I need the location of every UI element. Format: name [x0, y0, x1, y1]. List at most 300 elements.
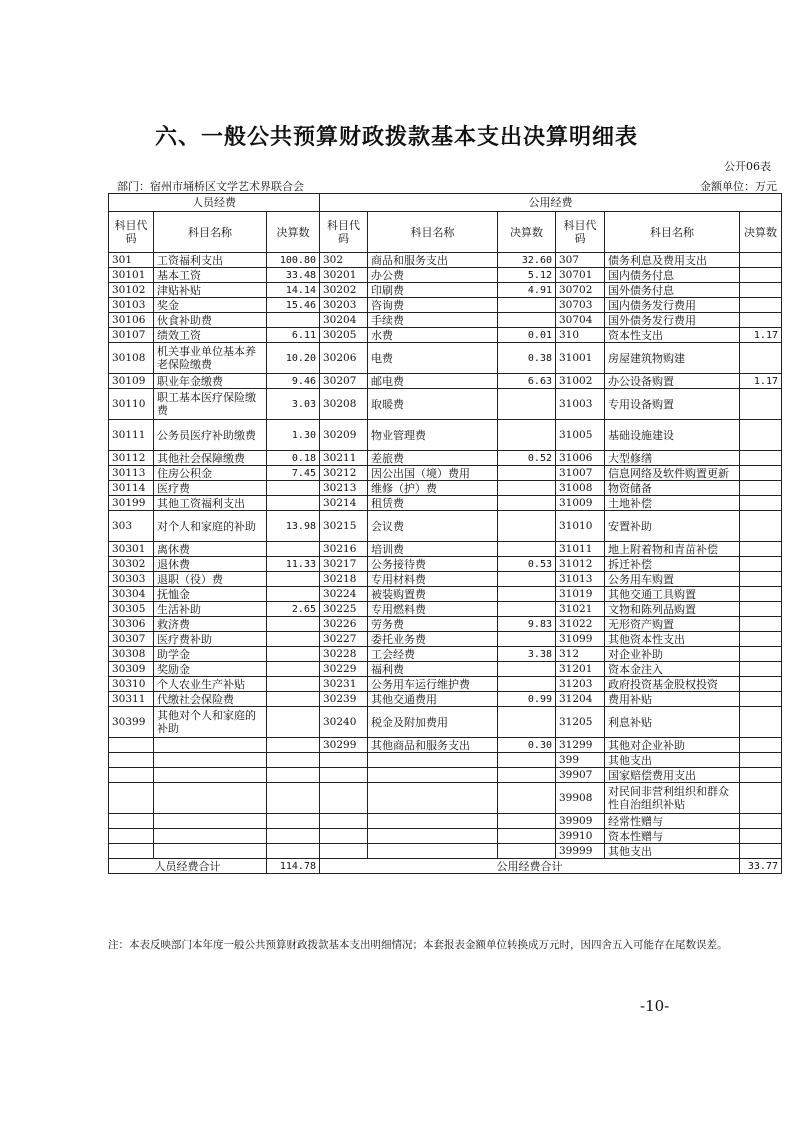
cell-code: 30207 [320, 374, 368, 389]
cell-code: 31006 [556, 451, 605, 466]
cell-code: 31008 [556, 481, 605, 496]
cell-code: 30204 [320, 313, 368, 328]
cell-code [320, 844, 368, 859]
cell-amount [498, 496, 556, 511]
department-label: 部门：宿州市埇桥区文学艺术界联合会 [117, 180, 304, 193]
table-row [109, 647, 782, 662]
cell-name: 会议费 [368, 511, 498, 542]
cell-amount: 0.99 [498, 692, 556, 707]
cell-code: 39999 [556, 844, 605, 859]
cell-amount [740, 647, 782, 662]
cell-amount [498, 707, 556, 738]
cell-code: 30109 [109, 374, 154, 389]
cell-name: 培训费 [368, 542, 498, 557]
cell-amount [740, 632, 782, 647]
cell-name [154, 753, 267, 768]
cell-name [154, 829, 267, 844]
table-row [109, 481, 782, 496]
cell-code: 30303 [109, 572, 154, 587]
cell-amount [740, 481, 782, 496]
cell-amount [740, 542, 782, 557]
cell-amount [740, 814, 782, 829]
cell-name: 福利费 [368, 662, 498, 677]
cell-code [109, 783, 154, 814]
cell-code: 31201 [556, 662, 605, 677]
cell-name: 其他交通费用 [368, 692, 498, 707]
cell-name: 医疗费 [154, 481, 267, 496]
cell-name: 公务员医疗补助缴费 [154, 420, 267, 451]
cell-code [109, 753, 154, 768]
cell-amount [740, 466, 782, 481]
cell-name [154, 814, 267, 829]
cell-code: 30704 [556, 313, 605, 328]
cell-amount [498, 572, 556, 587]
header-code: 科目代码 [320, 212, 368, 253]
table-row [109, 753, 782, 768]
cell-name: 对企业补助 [605, 647, 740, 662]
cell-code: 30202 [320, 283, 368, 298]
cell-code: 30211 [320, 451, 368, 466]
table-row [109, 677, 782, 692]
cell-code [109, 738, 154, 753]
cell-amount: 4.91 [498, 283, 556, 298]
cell-amount [498, 632, 556, 647]
cell-amount [740, 496, 782, 511]
cell-code: 30111 [109, 420, 154, 451]
cell-name: 邮电费 [368, 374, 498, 389]
cell-name: 安置补助 [605, 511, 740, 542]
table-row [109, 829, 782, 844]
cell-amount: 0.30 [498, 738, 556, 753]
cell-code [320, 783, 368, 814]
cell-code: 30299 [320, 738, 368, 753]
cell-code: 31021 [556, 602, 605, 617]
cell-name [368, 783, 498, 814]
cell-code: 30399 [109, 707, 154, 738]
public-total-label: 公用经费合计 [320, 859, 740, 874]
cell-name: 对民间非营利组织和群众性自治组织补贴 [605, 783, 740, 814]
table-row [109, 602, 782, 617]
cell-code: 31013 [556, 572, 605, 587]
cell-name: 职工基本医疗保险缴费 [154, 389, 267, 420]
cell-code: 307 [556, 253, 605, 268]
cell-name: 房屋建筑物购建 [605, 343, 740, 374]
cell-code: 30203 [320, 298, 368, 313]
section-personnel: 人员经费 [109, 194, 320, 212]
cell-name: 利息补贴 [605, 707, 740, 738]
cell-name: 物业管理费 [368, 420, 498, 451]
cell-amount [267, 738, 320, 753]
cell-name: 助学金 [154, 647, 267, 662]
cell-code: 303 [109, 511, 154, 542]
cell-name: 其他对企业补助 [605, 738, 740, 753]
cell-amount: 0.38 [498, 343, 556, 374]
cell-code [109, 829, 154, 844]
cell-amount [740, 557, 782, 572]
cell-amount [267, 496, 320, 511]
cell-name [154, 768, 267, 783]
cell-code: 30199 [109, 496, 154, 511]
cell-name: 被装购置费 [368, 587, 498, 602]
page-number: -10- [640, 997, 670, 1015]
cell-amount [267, 783, 320, 814]
cell-code: 39909 [556, 814, 605, 829]
cell-code: 30307 [109, 632, 154, 647]
cell-code [320, 753, 368, 768]
cell-amount [740, 587, 782, 602]
unit-label: 金额单位：万元 [700, 180, 777, 193]
cell-code: 30108 [109, 343, 154, 374]
cell-code [320, 829, 368, 844]
header-name: 科目名称 [368, 212, 498, 253]
cell-amount [267, 587, 320, 602]
cell-amount [267, 662, 320, 677]
cell-code: 31203 [556, 677, 605, 692]
cell-amount [267, 829, 320, 844]
cell-code: 31003 [556, 389, 605, 420]
table-row [109, 814, 782, 829]
expenditure-table [108, 193, 782, 874]
cell-amount [498, 466, 556, 481]
cell-name: 奖金 [154, 298, 267, 313]
cell-amount [498, 844, 556, 859]
cell-name: 个人农业生产补贴 [154, 677, 267, 692]
cell-amount [740, 511, 782, 542]
cell-code: 30112 [109, 451, 154, 466]
cell-amount: 6.11 [267, 328, 320, 343]
cell-name: 租赁费 [368, 496, 498, 511]
header-name: 科目名称 [154, 212, 267, 253]
cell-amount [267, 814, 320, 829]
table-row [109, 268, 782, 283]
cell-amount [267, 753, 320, 768]
cell-amount [740, 389, 782, 420]
cell-amount [740, 343, 782, 374]
cell-name: 商品和服务支出 [368, 253, 498, 268]
header-code: 科目代码 [109, 212, 154, 253]
cell-amount: 0.01 [498, 328, 556, 343]
cell-amount [740, 844, 782, 859]
cell-amount [498, 481, 556, 496]
cell-name: 大型修缮 [605, 451, 740, 466]
cell-amount: 13.98 [267, 511, 320, 542]
cell-name: 救济费 [154, 617, 267, 632]
cell-name: 劳务费 [368, 617, 498, 632]
cell-name: 其他商品和服务支出 [368, 738, 498, 753]
cell-code: 301 [109, 253, 154, 268]
cell-code: 30201 [320, 268, 368, 283]
table-row [109, 587, 782, 602]
cell-name: 工资福利支出 [154, 253, 267, 268]
table-row [109, 496, 782, 511]
cell-code: 31204 [556, 692, 605, 707]
cell-code: 30229 [320, 662, 368, 677]
cell-amount [740, 738, 782, 753]
cell-amount: 3.38 [498, 647, 556, 662]
cell-name: 办公设备购置 [605, 374, 740, 389]
cell-name: 公务接待费 [368, 557, 498, 572]
cell-amount [267, 542, 320, 557]
cell-amount: 7.45 [267, 466, 320, 481]
cell-amount [267, 617, 320, 632]
cell-amount: 6.63 [498, 374, 556, 389]
cell-code: 30101 [109, 268, 154, 283]
personnel-total-value: 114.78 [267, 859, 320, 874]
cell-code: 30218 [320, 572, 368, 587]
cell-code: 399 [556, 753, 605, 768]
table-row [109, 617, 782, 632]
cell-code: 30311 [109, 692, 154, 707]
cell-amount [498, 814, 556, 829]
cell-amount: 1.30 [267, 420, 320, 451]
cell-amount [267, 707, 320, 738]
cell-name: 物资储备 [605, 481, 740, 496]
cell-name: 专用材料费 [368, 572, 498, 587]
cell-code: 30205 [320, 328, 368, 343]
header-amount: 决算数 [498, 212, 556, 253]
cell-code: 39910 [556, 829, 605, 844]
cell-name: 其他支出 [605, 753, 740, 768]
page-title: 六、一般公共预算财政拨款基本支出决算明细表 [154, 124, 638, 150]
cell-amount [740, 572, 782, 587]
cell-amount [740, 313, 782, 328]
cell-name: 基础设施建设 [605, 420, 740, 451]
cell-code: 30228 [320, 647, 368, 662]
cell-code: 30113 [109, 466, 154, 481]
cell-name: 取暖费 [368, 389, 498, 420]
cell-amount [267, 647, 320, 662]
cell-amount [740, 707, 782, 738]
cell-code [320, 814, 368, 829]
cell-amount [498, 602, 556, 617]
cell-name: 资本性支出 [605, 328, 740, 343]
cell-code: 31012 [556, 557, 605, 572]
cell-amount [740, 753, 782, 768]
cell-code: 31005 [556, 420, 605, 451]
cell-name: 专用燃料费 [368, 602, 498, 617]
cell-code: 30213 [320, 481, 368, 496]
cell-code: 30103 [109, 298, 154, 313]
cell-code: 39908 [556, 783, 605, 814]
cell-name: 地上附着物和青苗补偿 [605, 542, 740, 557]
cell-code: 30310 [109, 677, 154, 692]
cell-code: 30304 [109, 587, 154, 602]
cell-name: 国内债务发行费用 [605, 298, 740, 313]
table-row [109, 768, 782, 783]
cell-amount [498, 783, 556, 814]
table-row [109, 557, 782, 572]
cell-code: 31002 [556, 374, 605, 389]
cell-name: 税金及附加费用 [368, 707, 498, 738]
table-row [109, 662, 782, 677]
cell-amount [498, 420, 556, 451]
cell-amount [267, 677, 320, 692]
table-row [109, 343, 782, 374]
cell-name: 经常性赠与 [605, 814, 740, 829]
cell-name: 国外债务付息 [605, 283, 740, 298]
cell-code: 30224 [320, 587, 368, 602]
cell-amount [498, 542, 556, 557]
cell-amount: 2.65 [267, 602, 320, 617]
cell-code: 31001 [556, 343, 605, 374]
cell-amount [498, 313, 556, 328]
cell-code: 30302 [109, 557, 154, 572]
cell-amount [740, 692, 782, 707]
cell-code: 30225 [320, 602, 368, 617]
cell-amount [740, 420, 782, 451]
cell-code: 30214 [320, 496, 368, 511]
table-row [109, 451, 782, 466]
cell-amount [740, 253, 782, 268]
cell-name: 其他对个人和家庭的补助 [154, 707, 267, 738]
cell-amount [498, 662, 556, 677]
cell-amount: 0.18 [267, 451, 320, 466]
cell-amount [498, 511, 556, 542]
table-row [109, 466, 782, 481]
cell-amount: 100.80 [267, 253, 320, 268]
cell-code: 30308 [109, 647, 154, 662]
cell-name: 国家赔偿费用支出 [605, 768, 740, 783]
cell-code: 30114 [109, 481, 154, 496]
cell-name: 专用设备购置 [605, 389, 740, 420]
cell-name: 住房公积金 [154, 466, 267, 481]
cell-name: 文物和陈列品购置 [605, 602, 740, 617]
cell-amount [267, 481, 320, 496]
cell-name [154, 844, 267, 859]
cell-code: 30309 [109, 662, 154, 677]
cell-name: 其他支出 [605, 844, 740, 859]
cell-name: 水费 [368, 328, 498, 343]
cell-code: 30212 [320, 466, 368, 481]
cell-amount: 14.14 [267, 283, 320, 298]
table-row [109, 692, 782, 707]
cell-name [368, 844, 498, 859]
cell-amount: 0.53 [498, 557, 556, 572]
cell-amount [498, 389, 556, 420]
cell-code: 30209 [320, 420, 368, 451]
cell-name: 费用补贴 [605, 692, 740, 707]
cell-amount [498, 298, 556, 313]
cell-amount [267, 844, 320, 859]
cell-amount: 33.48 [267, 268, 320, 283]
table-row [109, 707, 782, 738]
cell-amount [498, 768, 556, 783]
table-row [109, 572, 782, 587]
cell-name: 津贴补贴 [154, 283, 267, 298]
cell-code: 30227 [320, 632, 368, 647]
cell-name: 职业年金缴费 [154, 374, 267, 389]
cell-name: 退休费 [154, 557, 267, 572]
section-header-row [109, 194, 782, 212]
footnote: 注：本表反映部门本年度一般公共预算财政拨款基本支出明细情况；本套报表金额单位转换成万元时，因四舍五入可能存在尾数误差。 [108, 939, 728, 951]
cell-amount [267, 313, 320, 328]
cell-amount: 10.20 [267, 343, 320, 374]
cell-amount: 5.12 [498, 268, 556, 283]
cell-name: 差旅费 [368, 451, 498, 466]
table-row [109, 283, 782, 298]
cell-name: 印刷费 [368, 283, 498, 298]
cell-amount [740, 298, 782, 313]
cell-name: 土地补偿 [605, 496, 740, 511]
cell-name: 无形资产购置 [605, 617, 740, 632]
table-row [109, 374, 782, 389]
table-row [109, 389, 782, 420]
cell-code: 30701 [556, 268, 605, 283]
cell-code: 30215 [320, 511, 368, 542]
cell-code: 31022 [556, 617, 605, 632]
totals-row [109, 859, 782, 874]
cell-name [154, 738, 267, 753]
cell-code: 30206 [320, 343, 368, 374]
cell-amount [740, 283, 782, 298]
cell-code: 30702 [556, 283, 605, 298]
cell-amount: 11.33 [267, 557, 320, 572]
cell-amount [740, 829, 782, 844]
cell-name: 委托业务费 [368, 632, 498, 647]
table-row [109, 420, 782, 451]
cell-amount [498, 587, 556, 602]
cell-name: 资本金注入 [605, 662, 740, 677]
cell-amount: 1.17 [740, 328, 782, 343]
cell-name: 其他资本性支出 [605, 632, 740, 647]
header-amount: 决算数 [267, 212, 320, 253]
cell-name: 伙食补助费 [154, 313, 267, 328]
cell-amount [740, 662, 782, 677]
table-row [109, 298, 782, 313]
cell-code: 30301 [109, 542, 154, 557]
cell-amount [498, 753, 556, 768]
cell-amount [267, 768, 320, 783]
cell-code: 31009 [556, 496, 605, 511]
cell-name: 生活补助 [154, 602, 267, 617]
header-code: 科目代码 [556, 212, 605, 253]
cell-code: 30217 [320, 557, 368, 572]
cell-amount [740, 268, 782, 283]
cell-code: 30305 [109, 602, 154, 617]
cell-code: 30703 [556, 298, 605, 313]
cell-name: 债务利息及费用支出 [605, 253, 740, 268]
public-total-value: 33.77 [740, 859, 782, 874]
cell-code: 31019 [556, 587, 605, 602]
table-row [109, 542, 782, 557]
cell-name: 电费 [368, 343, 498, 374]
cell-name: 离休费 [154, 542, 267, 557]
personnel-total-label: 人员经费合计 [109, 859, 267, 874]
cell-code: 31011 [556, 542, 605, 557]
cell-code: 30216 [320, 542, 368, 557]
cell-name: 工会经费 [368, 647, 498, 662]
cell-name: 办公费 [368, 268, 498, 283]
cell-name: 代缴社会保险费 [154, 692, 267, 707]
table-row [109, 844, 782, 859]
cell-name: 国外债务发行费用 [605, 313, 740, 328]
cell-amount [498, 829, 556, 844]
cell-name: 维修（护）费 [368, 481, 498, 496]
table-row [109, 328, 782, 343]
cell-code: 31205 [556, 707, 605, 738]
cell-code [109, 844, 154, 859]
cell-amount [740, 768, 782, 783]
cell-name: 其他社会保障缴费 [154, 451, 267, 466]
cell-code: 30231 [320, 677, 368, 692]
cell-name: 信息网络及软件购置更新 [605, 466, 740, 481]
cell-amount: 32.60 [498, 253, 556, 268]
cell-name: 绩效工资 [154, 328, 267, 343]
cell-name [368, 829, 498, 844]
cell-name [368, 768, 498, 783]
cell-code: 30306 [109, 617, 154, 632]
cell-amount: 15.46 [267, 298, 320, 313]
